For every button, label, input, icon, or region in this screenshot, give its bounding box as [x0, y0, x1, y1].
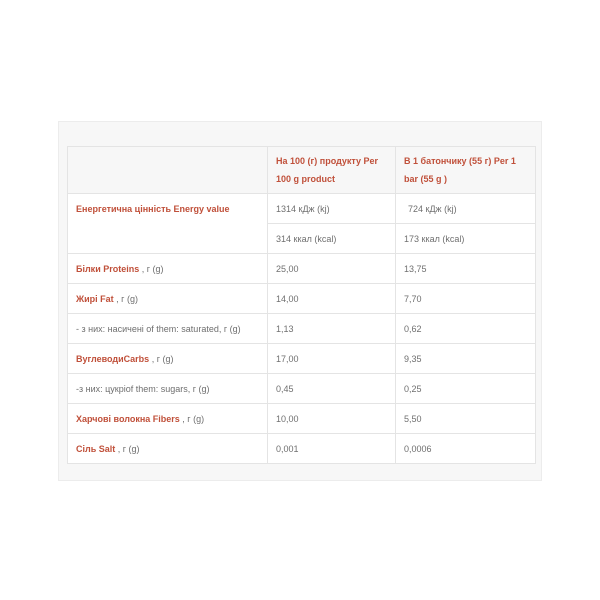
header-per-bar: В 1 батончику (55 г) Per 1 bar (55 g ) [396, 147, 536, 194]
label-fat-name: Жирі Fat [76, 293, 114, 304]
label-carbs-name: ВуглеводиCarbs [76, 353, 150, 364]
table-row-sugars [68, 374, 536, 404]
table-row-fat [68, 284, 536, 314]
cell-sugars-bar: 0,25 [396, 374, 536, 404]
cell-saturated-bar: 0,62 [396, 314, 536, 344]
label-carbs-unit: , г (g) [149, 353, 174, 364]
label-proteins-unit: , г (g) [139, 263, 164, 274]
header-per-100g: На 100 (г) продукту Per 100 g product [268, 147, 396, 194]
cell-salt-100g: 0,001 [268, 434, 396, 464]
row-label-fibers [68, 404, 268, 434]
row-label-energy: Енергетична цінність Energy value [68, 194, 268, 254]
table-row-proteins [68, 254, 536, 284]
table-row-carbs [68, 344, 536, 374]
cell-fat-100g: 14,00 [268, 284, 396, 314]
table-row-salt [68, 434, 536, 464]
cell-fibers-bar: 5,50 [396, 404, 536, 434]
table-row-saturated [68, 314, 536, 344]
row-label-fat [68, 284, 268, 314]
table-header-row [68, 147, 536, 194]
cell-saturated-100g: 1,13 [268, 314, 396, 344]
row-label-sugars: -з них: цукріof them: sugars, г (g) [68, 374, 268, 404]
cell-carbs-bar: 9,35 [396, 344, 536, 374]
label-fibers-unit: , г (g) [179, 413, 205, 424]
header-corner-cell [68, 147, 268, 194]
cell-energy-kj-bar: 724 кДж (kj) [396, 194, 536, 224]
row-label-proteins [68, 254, 268, 284]
cell-carbs-100g: 17,00 [268, 344, 396, 374]
cell-energy-kj-100g: 1314 кДж (kj) [268, 194, 396, 224]
cell-salt-bar: 0,0006 [396, 434, 536, 464]
table-row-fibers [68, 404, 536, 434]
table-row-energy-kj [68, 194, 536, 224]
cell-proteins-100g: 25,00 [268, 254, 396, 284]
cell-proteins-bar: 13,75 [396, 254, 536, 284]
label-salt-unit: , г (g) [115, 443, 140, 454]
cell-fibers-100g: 10,00 [268, 404, 396, 434]
label-salt-name: Сіль Salt [76, 443, 116, 454]
row-label-salt [68, 434, 268, 464]
label-fat-unit: , г (g) [113, 293, 138, 304]
cell-fat-bar: 7,70 [396, 284, 536, 314]
nutrition-panel [58, 121, 542, 481]
label-proteins-name: Білки Proteins [76, 263, 140, 274]
cell-energy-kcal-bar: 173 ккал (kcal) [396, 224, 536, 254]
cell-sugars-100g: 0,45 [268, 374, 396, 404]
row-label-saturated: - з них: насичені of them: saturated, г (g) [68, 314, 268, 344]
nutrition-table [67, 146, 536, 464]
cell-energy-kcal-100g: 314 ккал (kcal) [268, 224, 396, 254]
row-label-carbs [68, 344, 268, 374]
label-fibers-name: Харчові волокна Fibers [76, 413, 180, 424]
